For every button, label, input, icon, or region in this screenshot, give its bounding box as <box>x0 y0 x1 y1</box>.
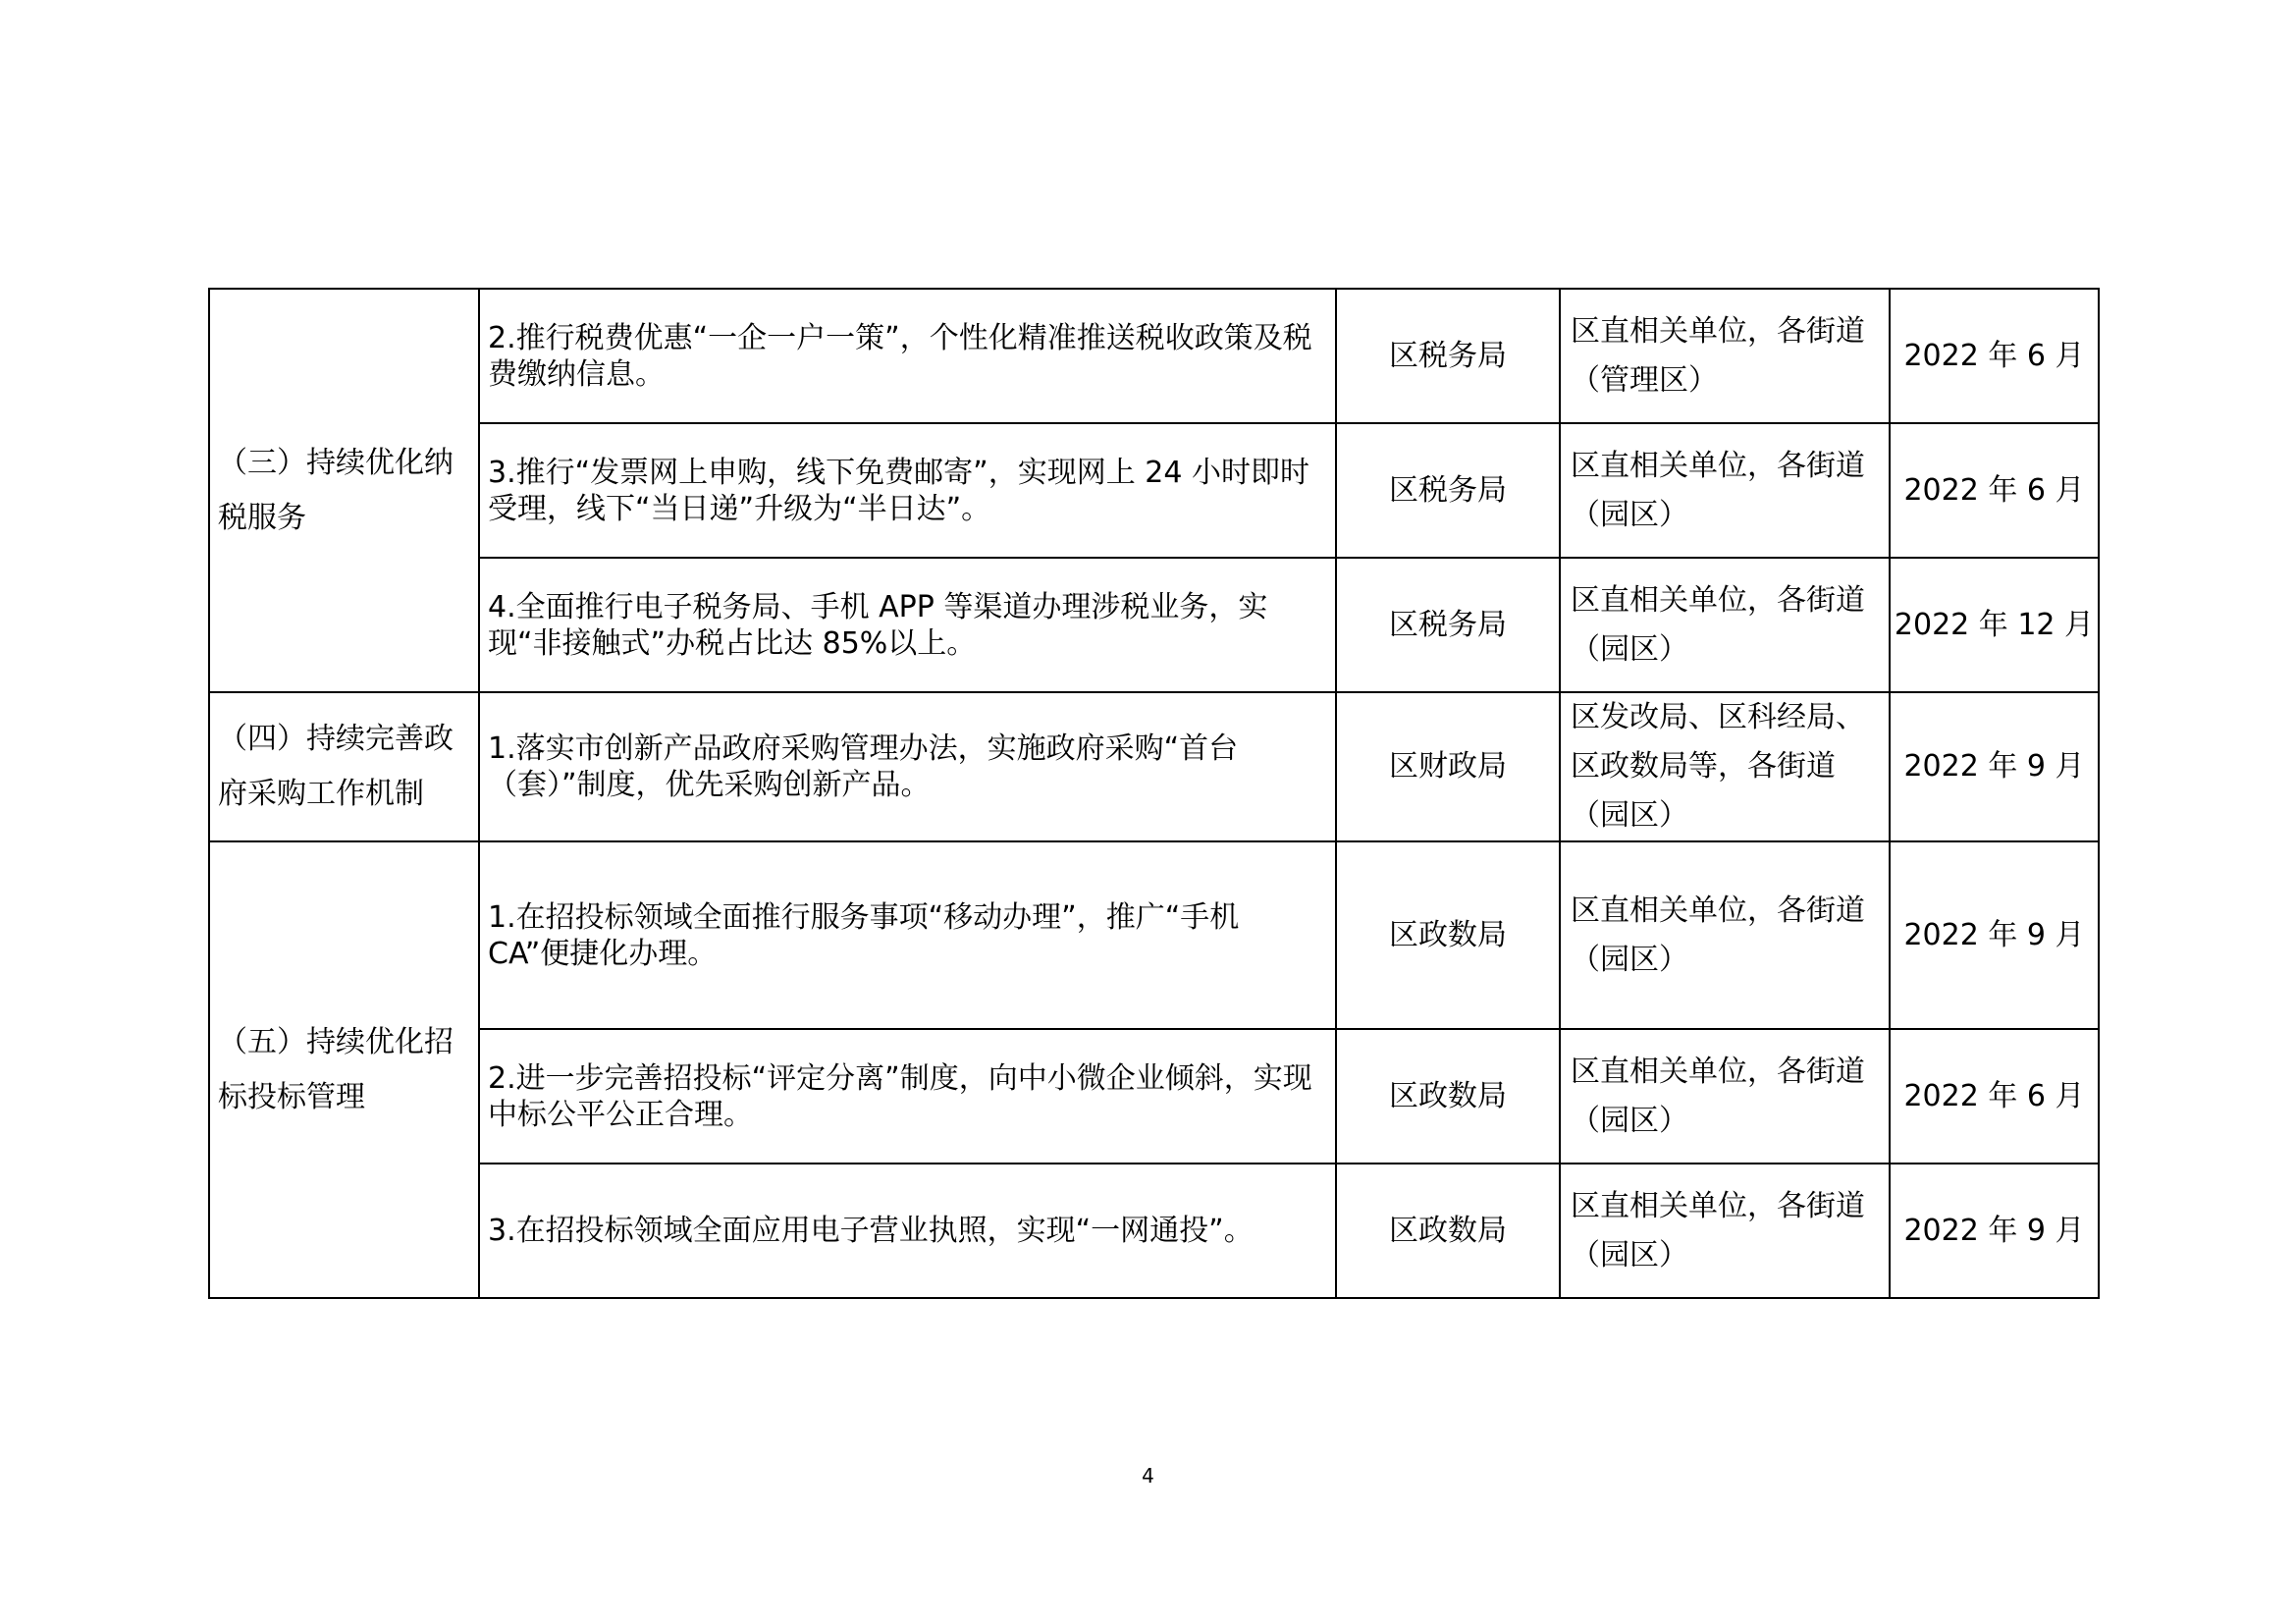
deadline-cell: 2022 年 6 月 <box>1890 423 2099 558</box>
lead-unit-cell: 区税务局 <box>1336 423 1560 558</box>
cooperating-units-cell: 区直相关单位，各街道（园区） <box>1560 841 1890 1029</box>
category-cell: （三）持续优化纳税服务 <box>209 289 479 692</box>
lead-unit-cell: 区税务局 <box>1336 558 1560 692</box>
deadline-cell: 2022 年 6 月 <box>1890 1029 2099 1164</box>
category-cell: （五）持续优化招标投标管理 <box>209 841 479 1298</box>
cooperating-units-cell: 区直相关单位，各街道（园区） <box>1560 558 1890 692</box>
measure-cell: 3.在招投标领域全面应用电子营业执照，实现“一网通投”。 <box>479 1164 1336 1298</box>
category-cell: （四）持续完善政府采购工作机制 <box>209 692 479 841</box>
lead-unit-cell: 区政数局 <box>1336 841 1560 1029</box>
measure-cell: 1.落实市创新产品政府采购管理办法，实施政府采购“首台（套）”制度，优先采购创新产品。 <box>479 692 1336 841</box>
lead-unit-cell: 区政数局 <box>1336 1029 1560 1164</box>
cooperating-units-cell: 区直相关单位，各街道（园区） <box>1560 1164 1890 1298</box>
table-row <box>209 1164 2099 1298</box>
table-row <box>209 558 2099 692</box>
lead-unit-cell: 区政数局 <box>1336 1164 1560 1298</box>
cooperating-units-cell: 区直相关单位，各街道（管理区） <box>1560 289 1890 423</box>
table-row <box>209 289 2099 423</box>
page-number: 4 <box>1142 1464 1154 1488</box>
table-row <box>209 1029 2099 1164</box>
table-row <box>209 423 2099 558</box>
measure-cell: 3.推行“发票网上申购，线下免费邮寄”，实现网上 24 小时即时受理，线下“当日递”升级为“半日达”。 <box>479 423 1336 558</box>
measure-cell: 2.进一步完善招投标“评定分离”制度，向中小微企业倾斜，实现中标公平公正合理。 <box>479 1029 1336 1164</box>
cooperating-units-cell: 区直相关单位，各街道（园区） <box>1560 423 1890 558</box>
deadline-cell: 2022 年 6 月 <box>1890 289 2099 423</box>
lead-unit-cell: 区财政局 <box>1336 692 1560 841</box>
measure-cell: 1.在招投标领域全面推行服务事项“移动办理”，推广“手机 CA”便捷化办理。 <box>479 841 1336 1029</box>
deadline-cell: 2022 年 9 月 <box>1890 841 2099 1029</box>
deadline-cell: 2022 年 9 月 <box>1890 1164 2099 1298</box>
table-row <box>209 841 2099 1029</box>
deadline-cell: 2022 年 12 月 <box>1890 558 2099 692</box>
cooperating-units-cell: 区发改局、区科经局、区政数局等，各街道（园区） <box>1560 692 1890 841</box>
measure-cell: 4.全面推行电子税务局、手机 APP 等渠道办理涉税业务，实现“非接触式”办税占比达 85%以上。 <box>479 558 1336 692</box>
measure-cell: 2.推行税费优惠“一企一户一策”，个性化精准推送税收政策及税费缴纳信息。 <box>479 289 1336 423</box>
table-row <box>209 692 2099 841</box>
lead-unit-cell: 区税务局 <box>1336 289 1560 423</box>
cooperating-units-cell: 区直相关单位，各街道（园区） <box>1560 1029 1890 1164</box>
deadline-cell: 2022 年 9 月 <box>1890 692 2099 841</box>
task-table <box>208 288 2100 1299</box>
